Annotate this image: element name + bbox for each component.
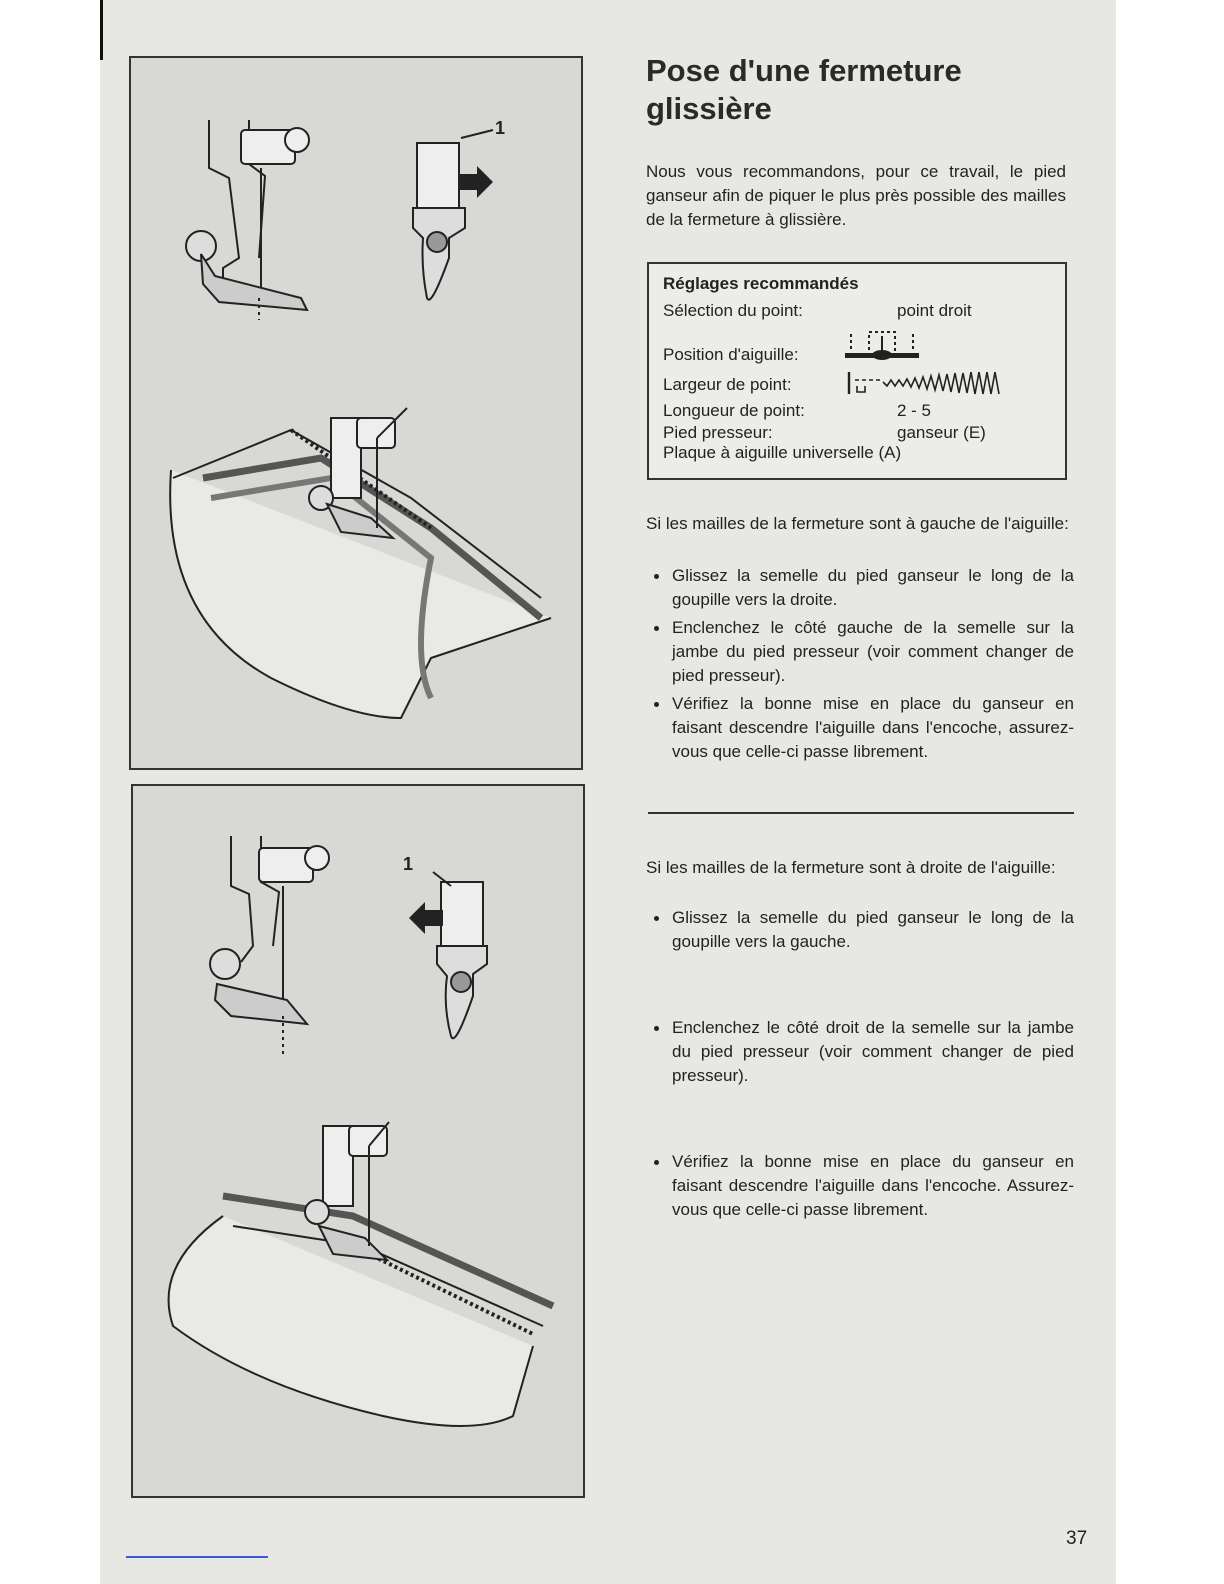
- stitch-label: Sélection du point:: [663, 301, 803, 320]
- section-right-intro: Si les mailles de la fermeture sont à droite de l'aiguille:: [646, 858, 1056, 877]
- zipper-foot-left-illustration: [131, 58, 581, 768]
- settings-heading: Réglages recommandés: [663, 274, 859, 293]
- needle-plate: Plaque à aiguille universelle (A): [663, 443, 902, 462]
- section-left-steps: [646, 564, 1074, 764]
- recommended-settings-box: [647, 262, 1067, 480]
- stitch-width-icon: [847, 368, 1007, 398]
- needle-position-icon: [845, 328, 919, 362]
- list-item: Glissez la semelle du pied ganseur le long de la goupille vers la droite.: [646, 564, 1074, 612]
- figure-bottom-callout: 1: [403, 854, 414, 874]
- list-item: Enclenchez le côté droit de la semelle sur la jambe du pied presseur (voir comment changer de pied presseur).: [646, 1016, 1074, 1088]
- figure-panel-top: [129, 56, 583, 770]
- list-item: Vérifiez la bonne mise en place du ganseur en faisant descendre l'aiguille dans l'encoche, assurez-vous que celle-ci passe librement.: [646, 692, 1074, 764]
- stitch-width-label: Largeur de point:: [663, 375, 792, 394]
- intro-paragraph: Nous vous recommandons, pour ce travail, le pied ganseur afin de piquer le plus près possible des mailles de la fermeture à glissière.: [646, 162, 1066, 229]
- stitch-length-label: Longueur de point:: [663, 401, 805, 420]
- section-left-intro: Si les mailles de la fermeture sont à gauche de l'aiguille:: [646, 514, 1069, 533]
- needle-position-label: Position d'aiguille:: [663, 345, 799, 364]
- section-right-steps: [646, 906, 1074, 1222]
- list-item: Glissez la semelle du pied ganseur le long de la goupille vers la gauche.: [646, 906, 1074, 954]
- stitch-value: point droit: [897, 301, 972, 320]
- footer-link-underline: [126, 1556, 268, 1558]
- page-number: 37: [1066, 1528, 1088, 1549]
- foot-label: Pied presseur:: [663, 423, 773, 442]
- section-divider: [648, 812, 1074, 814]
- figure-top-callout: 1: [495, 118, 506, 138]
- page-title: Pose d'une fermeture glissière: [646, 53, 962, 126]
- list-item: Vérifiez la bonne mise en place du ganseur en faisant descendre l'aiguille dans l'encoche. Assurez-vous que celle-ci passe librement.: [646, 1150, 1074, 1222]
- zipper-foot-right-illustration: [133, 786, 583, 1496]
- foot-value: ganseur (E): [897, 423, 986, 442]
- figure-panel-bottom: [131, 784, 585, 1498]
- stitch-length-value: 2 - 5: [897, 401, 932, 420]
- list-item: Enclenchez le côté gauche de la semelle sur la jambe du pied presseur (voir comment changer de pied presseur).: [646, 616, 1074, 688]
- page-edge-rule: [100, 0, 103, 60]
